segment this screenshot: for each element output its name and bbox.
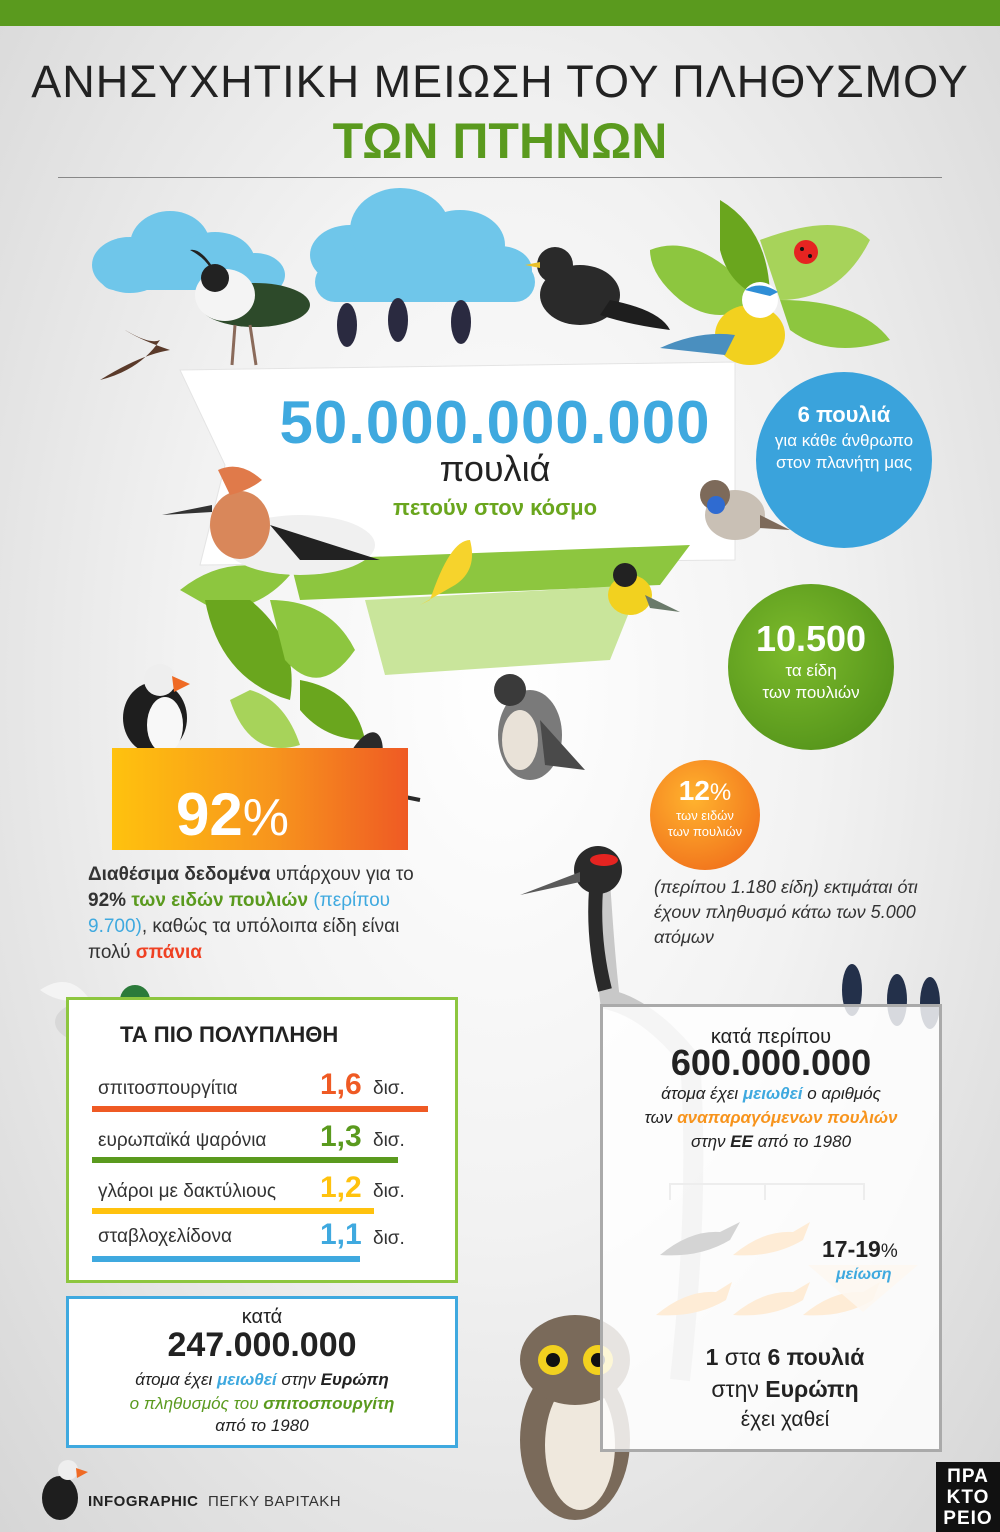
sparrow-decline-line4: από το 1980 bbox=[215, 1416, 309, 1435]
eu-decline-line2: άτομα έχει μειωθεί ο αριθμός bbox=[661, 1084, 881, 1103]
puffin-icon bbox=[123, 664, 190, 754]
species-line1: τα είδη bbox=[785, 661, 837, 680]
total-birds-unit: πουλιά bbox=[439, 448, 551, 489]
eu-decline-line3: των αναπαραγόμενων πουλιών bbox=[644, 1108, 898, 1127]
page-title: ΑΝΗΣΥΧΗΤΙΚΗ ΜΕΙΩΣΗ ΤΟΥ ΠΛΗΘΥΣΜΟΥ bbox=[31, 56, 969, 107]
starling-icon bbox=[525, 247, 670, 330]
endangered-note: (περίπου 1.180 είδη) εκτιμάται ότι έχουν πληθυσμό κάτω των 5.000 ατόμων bbox=[654, 877, 918, 947]
row-underline-starlings bbox=[92, 1157, 398, 1163]
row-unit-swallows: δισ. bbox=[373, 1228, 405, 1249]
endangered-percent: 12 bbox=[678, 775, 710, 806]
row-label-sparrows: σπιτοσπουργίτια bbox=[98, 1078, 238, 1099]
row-value-swallows: 1,1 bbox=[320, 1218, 362, 1251]
per-person-bold: 6 πουλιά bbox=[797, 402, 891, 427]
row-underline-swallows bbox=[92, 1256, 360, 1262]
eu-fraction-line2: στην Ευρώπη bbox=[711, 1376, 859, 1402]
row-label-swallows: σταβλοχελίδονα bbox=[98, 1226, 232, 1247]
eu-fraction-line3: έχει χαθεί bbox=[740, 1408, 830, 1431]
cloud-center-icon bbox=[310, 188, 535, 302]
footer-infographic-label: INFOGRAPHIC bbox=[88, 1493, 199, 1510]
species-line2: των πουλιών bbox=[762, 683, 860, 702]
row-label-gulls: γλάροι με δακτύλιους bbox=[98, 1181, 277, 1202]
total-birds-subtitle: πετούν στον κόσμο bbox=[392, 495, 598, 520]
falcon-icon bbox=[494, 674, 585, 780]
species-number: 10.500 bbox=[755, 618, 867, 659]
data-availability-percent: 92% bbox=[176, 781, 289, 848]
species-circle bbox=[728, 584, 894, 750]
endangered-line2: των πουλιών bbox=[667, 824, 743, 839]
sparrow-decline-line3: ο πληθυσμός του σπιτοσπουργίτη bbox=[129, 1394, 395, 1413]
row-unit-gulls: δισ. bbox=[373, 1181, 405, 1202]
most-populous-title: ΤΑ ΠΙΟ ΠΟΛΥΠΛΗΘΗ bbox=[120, 1022, 339, 1047]
sparrow-decline-number: 247.000.000 bbox=[167, 1326, 357, 1364]
endangered-circle: 12% των ειδών των πουλιών bbox=[650, 760, 760, 870]
row-unit-starlings: δισ. bbox=[373, 1130, 405, 1151]
footer-puffin-icon bbox=[42, 1460, 88, 1520]
row-unit-sparrows: δισ. bbox=[373, 1078, 405, 1099]
eu-decline-number: 600.000.000 bbox=[670, 1042, 872, 1083]
eu-decline-prefix: κατά περίπου bbox=[710, 1026, 832, 1048]
row-value-sparrows: 1,6 bbox=[320, 1068, 362, 1101]
publisher-logo: ΠΡΑ ΚΤΟ ΡΕΙΟ bbox=[936, 1462, 1000, 1532]
sparrow-decline-line2: άτομα έχει μειωθεί στην Ευρώπη bbox=[135, 1370, 389, 1389]
swift-left-icon bbox=[100, 330, 170, 380]
eu-decline-percent: 17-19% bbox=[822, 1236, 898, 1262]
row-underline-gulls bbox=[92, 1208, 374, 1214]
row-label-starlings: ευρωπαϊκά ψαρόνια bbox=[98, 1130, 267, 1151]
sparrow-decline-prefix: κατά bbox=[241, 1306, 283, 1328]
swallows-cloud-icon bbox=[337, 298, 471, 347]
row-value-gulls: 1,2 bbox=[320, 1171, 362, 1204]
eu-decline-line4: στην ΕΕ από το 1980 bbox=[690, 1132, 852, 1151]
total-birds-number: 50.000.000.000 bbox=[279, 389, 711, 456]
row-value-starlings: 1,3 bbox=[320, 1120, 362, 1153]
per-person-circle bbox=[756, 372, 932, 548]
row-underline-sparrows bbox=[92, 1106, 428, 1112]
footer-author: ΠΕΓΚΥ ΒΑΡΙΤΑΚΗ bbox=[208, 1493, 342, 1510]
page-subtitle: ΤΩΝ ΠΤΗΝΩΝ bbox=[332, 113, 668, 169]
eu-fraction-line1: 1 στα 6 πουλιά bbox=[705, 1344, 865, 1370]
endangered-line1: των ειδών bbox=[676, 808, 734, 823]
per-person-text: για κάθε άνθρωπο στον πλανήτη μας bbox=[774, 431, 914, 472]
eu-decline-percent-label: μείωση bbox=[836, 1266, 892, 1283]
data-availability-text: Διαθέσιμα δεδομένα υπάρχουν για το 92% των ειδών πουλιών (περίπου 9.700), καθώς τα υπόλοιπα είδη είναι πολύ σπάνια bbox=[88, 864, 414, 963]
